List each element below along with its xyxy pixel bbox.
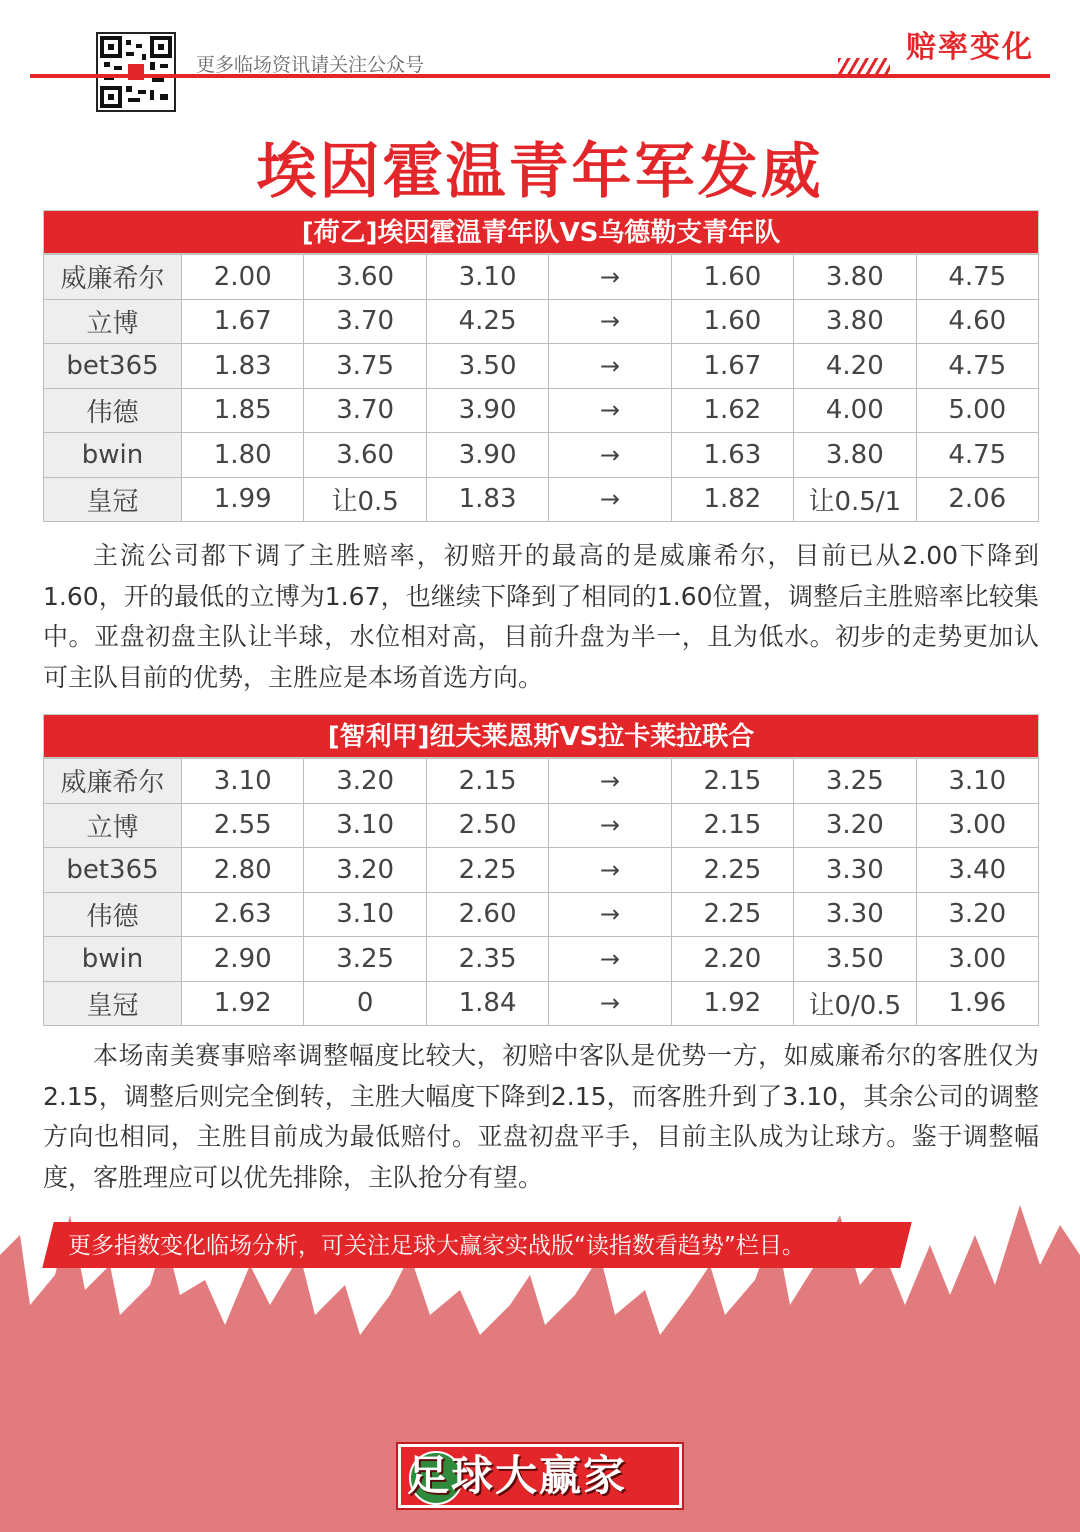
company-cell: bwin xyxy=(44,937,182,982)
match-title: [智利甲]纽夫莱恩斯VS拉卡莱拉联合 xyxy=(43,714,1039,758)
company-cell: 立博 xyxy=(44,803,182,848)
odds-cell: 3.90 xyxy=(426,388,548,433)
odds-cell: 1.60 xyxy=(671,255,793,300)
odds-cell: 1.84 xyxy=(426,981,548,1026)
table-row xyxy=(44,388,1039,433)
odds-cell: 2.80 xyxy=(182,848,304,893)
odds-cell: 1.82 xyxy=(671,477,793,522)
brand-logo xyxy=(398,1444,682,1508)
odds-cell: 1.83 xyxy=(182,344,304,389)
odds-cell: 4.00 xyxy=(794,388,916,433)
odds-cell: 3.10 xyxy=(426,255,548,300)
arrow-icon: → xyxy=(549,892,671,937)
odds-cell: 2.20 xyxy=(671,937,793,982)
promo-text: 更多指数变化临场分析，可关注足球大赢家实战版“读指数看趋势”栏目。 xyxy=(68,1233,805,1259)
odds-cell: 让0.5 xyxy=(304,477,426,522)
qr-code xyxy=(96,32,176,112)
odds-cell: 3.00 xyxy=(916,803,1038,848)
table-row xyxy=(44,433,1039,478)
header-divider xyxy=(30,74,1050,78)
odds-cell: 3.30 xyxy=(794,848,916,893)
odds-cell: 3.80 xyxy=(794,433,916,478)
arrow-icon: → xyxy=(549,433,671,478)
arrow-icon: → xyxy=(549,299,671,344)
odds-cell: 3.70 xyxy=(304,299,426,344)
odds-cell: 2.90 xyxy=(182,937,304,982)
company-cell: 伟德 xyxy=(44,892,182,937)
arrow-icon: → xyxy=(549,981,671,1026)
table-row xyxy=(44,937,1039,982)
odds-cell: 3.10 xyxy=(916,759,1038,804)
arrow-icon: → xyxy=(549,388,671,433)
odds-cell: 4.25 xyxy=(426,299,548,344)
odds-cell: 1.60 xyxy=(671,299,793,344)
odds-cell: 1.80 xyxy=(182,433,304,478)
odds-cell: 3.75 xyxy=(304,344,426,389)
company-cell: 皇冠 xyxy=(44,477,182,522)
table-row xyxy=(44,848,1039,893)
odds-cell: 2.25 xyxy=(671,848,793,893)
odds-cell: 3.20 xyxy=(916,892,1038,937)
odds-cell: 1.99 xyxy=(182,477,304,522)
company-cell: 威廉希尔 xyxy=(44,255,182,300)
arrow-icon: → xyxy=(549,344,671,389)
table-row xyxy=(44,759,1039,804)
odds-cell: 3.80 xyxy=(794,255,916,300)
odds-cell: 3.10 xyxy=(304,803,426,848)
odds-cell: 1.85 xyxy=(182,388,304,433)
arrow-icon: → xyxy=(549,937,671,982)
table-row xyxy=(44,981,1039,1026)
odds-cell: 4.75 xyxy=(916,433,1038,478)
odds-cell: 0 xyxy=(304,981,426,1026)
odds-cell: 1.92 xyxy=(182,981,304,1026)
table-row xyxy=(44,299,1039,344)
company-cell: bet365 xyxy=(44,344,182,389)
odds-table xyxy=(43,758,1039,1026)
odds-cell: 3.20 xyxy=(794,803,916,848)
odds-cell: 4.60 xyxy=(916,299,1038,344)
table-row xyxy=(44,477,1039,522)
odds-cell: 1.92 xyxy=(671,981,793,1026)
analysis-paragraph-1: 主流公司都下调了主胜赔率，初赔开的最高的是威廉希尔，目前已从2.00下降到1.60，开的最低的立博为1.67，也继续下降到了相同的1.60位置，调整后主胜赔率比较集中。亚盘初盘主队让半球，水位相对高，目前升盘为半一，且为低水。初步的走势更加认可主队目前的优势，主胜应是本场首选方向。 xyxy=(43,541,1039,692)
odds-cell: 2.15 xyxy=(426,759,548,804)
odds-cell: 让0.5/1 xyxy=(794,477,916,522)
table-row xyxy=(44,344,1039,389)
table-row xyxy=(44,892,1039,937)
odds-table-1 xyxy=(43,210,1039,522)
odds-cell: 2.00 xyxy=(182,255,304,300)
odds-cell: 2.25 xyxy=(671,892,793,937)
company-cell: 威廉希尔 xyxy=(44,759,182,804)
odds-cell: 3.00 xyxy=(916,937,1038,982)
company-cell: bet365 xyxy=(44,848,182,893)
odds-cell: 2.60 xyxy=(426,892,548,937)
odds-cell: 4.75 xyxy=(916,255,1038,300)
odds-cell: 2.15 xyxy=(671,759,793,804)
odds-table xyxy=(43,254,1039,522)
arrow-icon: → xyxy=(549,803,671,848)
odds-cell: 5.00 xyxy=(916,388,1038,433)
odds-cell: 4.75 xyxy=(916,344,1038,389)
arrow-icon: → xyxy=(549,255,671,300)
odds-cell: 3.25 xyxy=(794,759,916,804)
section-tag: 赔率变化 xyxy=(906,30,1034,65)
odds-cell: 1.96 xyxy=(916,981,1038,1026)
odds-cell: 3.50 xyxy=(794,937,916,982)
arrow-icon: → xyxy=(549,759,671,804)
table-row xyxy=(44,255,1039,300)
odds-cell: 2.25 xyxy=(426,848,548,893)
odds-cell: 3.40 xyxy=(916,848,1038,893)
subscribe-hint: 更多临场资讯请关注公众号 xyxy=(196,54,425,76)
header-stripes xyxy=(838,58,890,74)
odds-cell: 1.83 xyxy=(426,477,548,522)
odds-cell: 3.70 xyxy=(304,388,426,433)
odds-cell: 1.67 xyxy=(671,344,793,389)
odds-cell: 3.90 xyxy=(426,433,548,478)
odds-cell: 让0/0.5 xyxy=(794,981,916,1026)
odds-table-2 xyxy=(43,714,1039,1026)
odds-cell: 3.60 xyxy=(304,255,426,300)
odds-cell: 2.35 xyxy=(426,937,548,982)
odds-cell: 3.20 xyxy=(304,848,426,893)
odds-cell: 2.06 xyxy=(916,477,1038,522)
arrow-icon: → xyxy=(549,848,671,893)
odds-cell: 3.10 xyxy=(304,892,426,937)
odds-cell: 1.67 xyxy=(182,299,304,344)
odds-cell: 2.55 xyxy=(182,803,304,848)
company-cell: 伟德 xyxy=(44,388,182,433)
odds-cell: 2.50 xyxy=(426,803,548,848)
odds-cell: 3.60 xyxy=(304,433,426,478)
odds-cell: 3.30 xyxy=(794,892,916,937)
odds-cell: 1.62 xyxy=(671,388,793,433)
analysis-paragraph-2: 本场南美赛事赔率调整幅度比较大，初赔中客队是优势一方，如威廉希尔的客胜仅为2.15，调整后则完全倒转，主胜大幅度下降到2.15，而客胜升到了3.10，其余公司的调整方向也相同，主胜目前成为最低赔付。亚盘初盘平手，目前主队成为让球方。鉴于调整幅度，客胜理应可以优先排除，主队抢分有望。 xyxy=(43,1041,1039,1192)
odds-cell: 4.20 xyxy=(794,344,916,389)
odds-cell: 1.63 xyxy=(671,433,793,478)
odds-cell: 3.80 xyxy=(794,299,916,344)
odds-cell: 3.25 xyxy=(304,937,426,982)
company-cell: bwin xyxy=(44,433,182,478)
odds-cell: 3.50 xyxy=(426,344,548,389)
company-cell: 立博 xyxy=(44,299,182,344)
odds-cell: 3.20 xyxy=(304,759,426,804)
company-cell: 皇冠 xyxy=(44,981,182,1026)
page-title: 埃因霍温青年军发威 xyxy=(256,137,824,207)
odds-cell: 2.15 xyxy=(671,803,793,848)
table-row xyxy=(44,803,1039,848)
odds-cell: 3.10 xyxy=(182,759,304,804)
logo-text: 足球大赢家 xyxy=(407,1451,628,1500)
odds-cell: 2.63 xyxy=(182,892,304,937)
arrow-icon: → xyxy=(549,477,671,522)
match-title: [荷乙]埃因霍温青年队VS乌德勒支青年队 xyxy=(43,210,1039,254)
